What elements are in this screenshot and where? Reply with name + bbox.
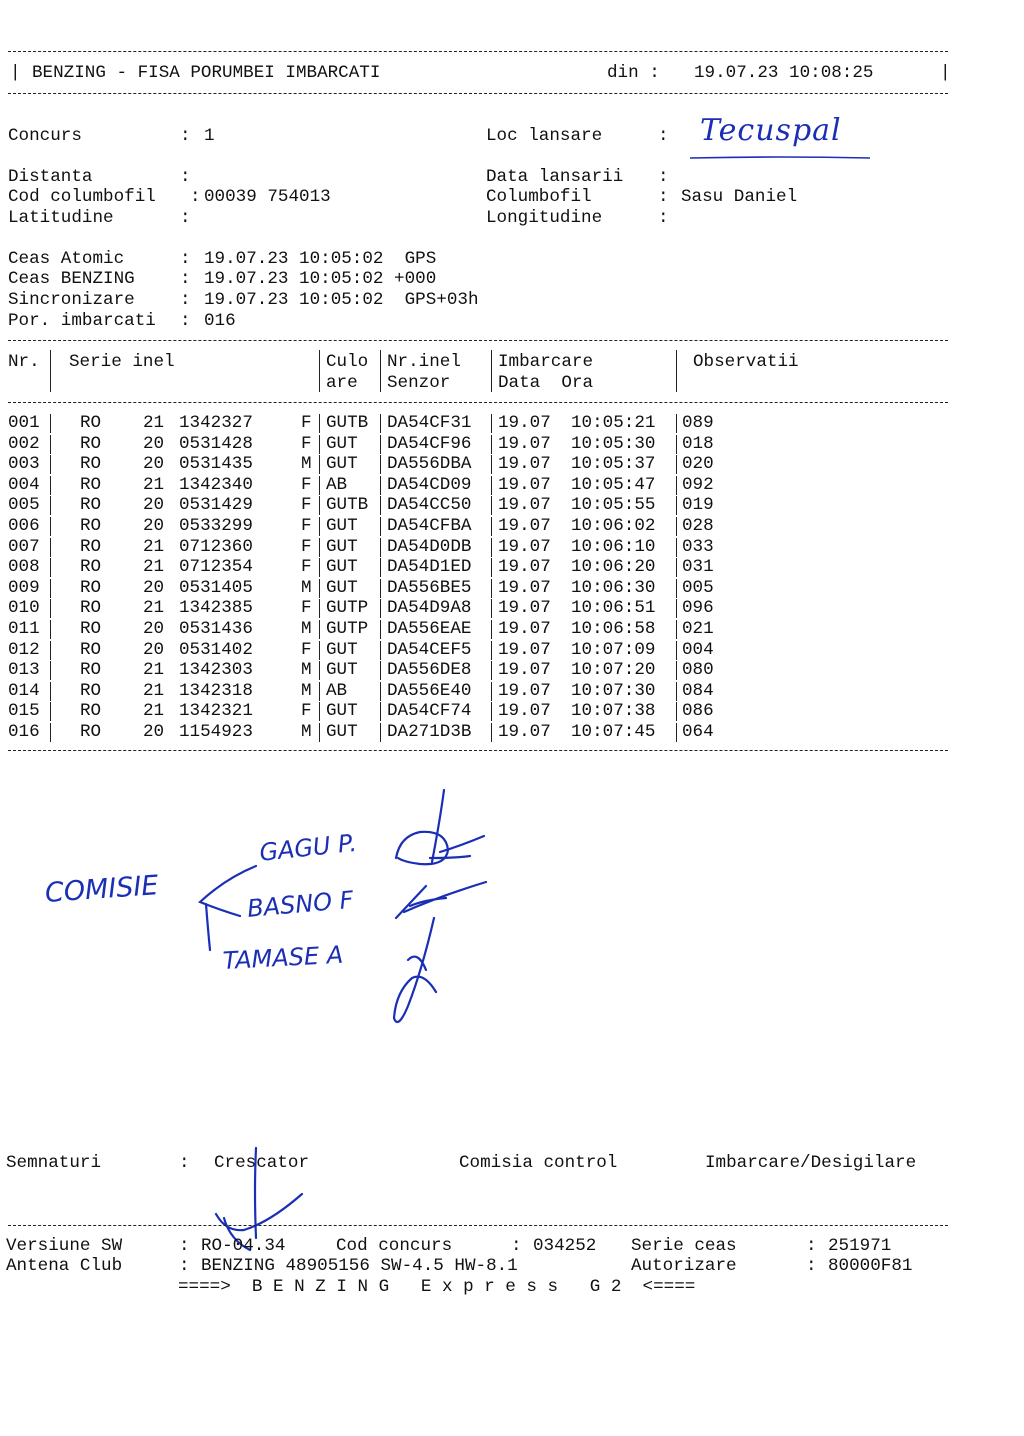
row-sex: F: [301, 495, 312, 516]
row-observations: 018: [682, 433, 714, 454]
row-ring-serial: 0712360: [179, 536, 253, 557]
row-time: 10:06:51: [571, 598, 656, 619]
row-sensor: DA556E40: [387, 680, 472, 701]
row-sex: M: [301, 660, 312, 681]
colon: :: [190, 187, 201, 207]
colon: :: [658, 126, 669, 146]
row-time: 10:05:55: [571, 495, 656, 516]
row-ring-serial: 1342385: [179, 598, 253, 619]
row-time: 10:05:47: [571, 474, 656, 495]
row-ring-serial: 0533299: [179, 516, 253, 536]
header-imbarcare-2: Data Ora: [498, 373, 594, 393]
row-country: RO: [80, 701, 102, 722]
row-date: 19.07: [498, 701, 551, 722]
serie-ceas-value: 251971: [828, 1236, 892, 1256]
latitudine-label: Latitudine: [8, 208, 114, 228]
row-sex: F: [301, 639, 312, 660]
colon: :: [658, 167, 669, 187]
sincronizare-label: Sincronizare: [8, 290, 135, 310]
row-sensor: DA556BE5: [387, 577, 472, 598]
row-time: 10:05:37: [571, 454, 656, 475]
row-nr: 012: [8, 639, 40, 660]
row-nr: 014: [8, 680, 40, 701]
row-country: RO: [80, 536, 102, 557]
ceas-benzing-label: Ceas BENZING: [8, 269, 135, 289]
row-sensor: DA54D1ED: [387, 557, 472, 578]
row-year: 20: [143, 639, 165, 660]
row-date: 19.07: [498, 680, 551, 701]
row-observations: 021: [682, 619, 714, 639]
row-nr: 006: [8, 516, 40, 536]
row-country: RO: [80, 619, 102, 639]
header-culoare-2: are: [326, 373, 358, 393]
colon: :: [180, 290, 191, 310]
row-time: 10:06:58: [571, 619, 656, 639]
autorizare-label: Autorizare: [631, 1256, 737, 1276]
row-time: 10:06:20: [571, 557, 656, 578]
versiune-sw-value: RO-04.34: [201, 1236, 286, 1256]
antena-club-label: Antena Club: [6, 1256, 123, 1276]
por-imbarcati-label: Por. imbarcati: [8, 311, 156, 331]
row-ring-serial: 1154923: [179, 722, 253, 742]
handwritten-comisie: COMISIE: [44, 870, 160, 909]
row-color: GUT: [326, 516, 358, 536]
row-ring-serial: 0531435: [179, 454, 253, 475]
row-year: 21: [143, 474, 165, 495]
columbofil-label: Columbofil: [486, 187, 592, 207]
row-nr: 015: [8, 701, 40, 722]
row-time: 10:07:38: [571, 701, 656, 722]
row-date: 19.07: [498, 722, 551, 742]
row-country: RO: [80, 433, 102, 454]
row-observations: 096: [682, 598, 714, 619]
handwritten-member-1: GAGU P.: [258, 828, 359, 867]
row-ring-serial: 1342327: [179, 413, 253, 433]
row-sex: F: [301, 598, 312, 619]
row-color: GUT: [326, 577, 358, 598]
crescator-label: Crescator: [214, 1153, 310, 1173]
colon: :: [180, 126, 191, 146]
row-observations: 019: [682, 495, 714, 516]
row-observations: 020: [682, 454, 714, 475]
colon: :: [179, 1153, 190, 1173]
row-ring-serial: 1342340: [179, 474, 253, 495]
antena-club-value: BENZING 48905156 SW-4.5 HW-8.1: [201, 1256, 518, 1276]
document-title: BENZING - FISA PORUMBEI IMBARCATI: [32, 63, 381, 83]
row-sensor: DA54CF74: [387, 701, 472, 722]
row-color: GUT: [326, 536, 358, 557]
colon: :: [658, 208, 669, 228]
row-ring-serial: 0531405: [179, 577, 253, 598]
row-sensor: DA54CF96: [387, 433, 472, 454]
row-year: 21: [143, 413, 165, 433]
comisia-control-label: Comisia control: [459, 1153, 618, 1173]
row-country: RO: [80, 516, 102, 536]
sincronizare-value: 19.07.23 10:05:02 GPS+03h: [204, 290, 479, 310]
row-sex: F: [301, 701, 312, 722]
handwritten-member-3: TAMASE A: [222, 940, 344, 975]
row-sex: M: [301, 722, 312, 742]
row-color: AB: [326, 680, 348, 701]
concurs-label: Concurs: [8, 126, 82, 146]
cod-columbofil-value: 00039 754013: [204, 187, 331, 207]
row-sex: F: [301, 536, 312, 557]
row-year: 21: [143, 680, 165, 701]
row-time: 10:06:10: [571, 536, 656, 557]
row-country: RO: [80, 413, 102, 433]
row-date: 19.07: [498, 639, 551, 660]
row-date: 19.07: [498, 433, 551, 454]
row-year: 21: [143, 701, 165, 722]
colon: :: [179, 1256, 190, 1276]
handwritten-member-2: BASNO F: [246, 885, 355, 923]
row-nr: 002: [8, 433, 40, 454]
row-country: RO: [80, 598, 102, 619]
row-time: 10:06:30: [571, 577, 656, 598]
row-date: 19.07: [498, 495, 551, 516]
por-imbarcati-value: 016: [204, 311, 236, 331]
row-date: 19.07: [498, 516, 551, 536]
row-year: 20: [143, 454, 165, 475]
row-year: 21: [143, 557, 165, 578]
row-year: 20: [143, 433, 165, 454]
row-sensor: DA54CFBA: [387, 516, 472, 536]
row-year: 20: [143, 722, 165, 742]
row-country: RO: [80, 639, 102, 660]
row-sensor: DA556DE8: [387, 660, 472, 681]
header-nr-inel-2: Senzor: [387, 373, 451, 393]
row-country: RO: [80, 660, 102, 681]
row-color: GUTB: [326, 495, 369, 516]
row-country: RO: [80, 722, 102, 742]
header-culoare-1: Culo: [326, 352, 369, 372]
row-sex: F: [301, 557, 312, 578]
row-sensor: DA54CC50: [387, 495, 472, 516]
row-ring-serial: 0531436: [179, 619, 253, 639]
row-sensor: DA54D9A8: [387, 598, 472, 619]
row-color: GUT: [326, 722, 358, 742]
row-sex: M: [301, 619, 312, 639]
loc-lansare-label: Loc lansare: [486, 126, 603, 146]
row-sex: F: [301, 516, 312, 536]
colon: :: [658, 187, 669, 207]
row-sensor: DA556EAE: [387, 619, 472, 639]
semnaturi-label: Semnaturi: [6, 1153, 102, 1173]
row-color: GUT: [326, 639, 358, 660]
footer-rule: [8, 1225, 948, 1226]
row-observations: 084: [682, 680, 714, 701]
data-lansarii-label: Data lansarii: [486, 167, 624, 187]
row-year: 20: [143, 619, 165, 639]
row-year: 21: [143, 536, 165, 557]
colon: :: [511, 1236, 522, 1256]
colon: :: [180, 311, 191, 331]
row-date: 19.07: [498, 454, 551, 475]
cod-columbofil-label: Cod columbofil: [8, 187, 156, 207]
header-serie-inel: Serie inel: [69, 352, 175, 372]
row-nr: 003: [8, 454, 40, 475]
row-observations: 092: [682, 474, 714, 495]
row-color: GUT: [326, 454, 358, 475]
row-ring-serial: 0712354: [179, 557, 253, 578]
row-time: 10:07:20: [571, 660, 656, 681]
row-sex: M: [301, 454, 312, 475]
row-country: RO: [80, 577, 102, 598]
row-observations: 080: [682, 660, 714, 681]
row-sensor: DA556DBA: [387, 454, 472, 475]
row-ring-serial: 0531429: [179, 495, 253, 516]
header-observatii: Observatii: [693, 352, 799, 372]
columbofil-value: Sasu Daniel: [681, 187, 798, 207]
row-sex: F: [301, 413, 312, 433]
row-color: GUT: [326, 701, 358, 722]
row-country: RO: [80, 454, 102, 475]
row-nr: 016: [8, 722, 40, 742]
row-sex: F: [301, 433, 312, 454]
longitudine-label: Longitudine: [486, 208, 603, 228]
loc-lansare-handwritten: Tecuspal: [700, 113, 842, 148]
row-date: 19.07: [498, 660, 551, 681]
header-nr: Nr.: [8, 352, 40, 372]
row-year: 20: [143, 495, 165, 516]
colon: :: [180, 167, 191, 187]
autorizare-value: 80000F81: [828, 1256, 913, 1276]
row-color: GUT: [326, 660, 358, 681]
row-date: 19.07: [498, 619, 551, 639]
row-country: RO: [80, 495, 102, 516]
row-date: 19.07: [498, 598, 551, 619]
header-imbarcare-1: Imbarcare: [498, 352, 594, 372]
row-nr: 010: [8, 598, 40, 619]
row-nr: 005: [8, 495, 40, 516]
serie-ceas-label: Serie ceas: [631, 1236, 737, 1256]
imbarcare-desigilare-label: Imbarcare/Desigilare: [705, 1153, 917, 1173]
row-sensor: DA54CEF5: [387, 639, 472, 660]
row-color: GUTB: [326, 413, 369, 433]
row-ring-serial: 0531428: [179, 433, 253, 454]
benzing-express-banner: ====> B E N Z I N G E x p r e s s G 2 <====: [178, 1277, 696, 1297]
row-observations: 033: [682, 536, 714, 557]
row-time: 10:07:09: [571, 639, 656, 660]
row-color: GUT: [326, 557, 358, 578]
row-sex: M: [301, 680, 312, 701]
row-observations: 064: [682, 722, 714, 742]
colon: :: [180, 249, 191, 269]
row-year: 20: [143, 577, 165, 598]
row-sensor: DA54CD09: [387, 474, 472, 495]
cod-concurs-value: 034252: [533, 1236, 597, 1256]
row-country: RO: [80, 680, 102, 701]
row-date: 19.07: [498, 577, 551, 598]
row-country: RO: [80, 474, 102, 495]
date-label: din :: [607, 63, 660, 83]
row-time: 10:05:21: [571, 413, 656, 433]
row-color: GUT: [326, 433, 358, 454]
row-nr: 013: [8, 660, 40, 681]
print-date: 19.07.23 10:08:25: [694, 63, 874, 83]
header-bar-left: |: [10, 63, 21, 83]
versiune-sw-label: Versiune SW: [6, 1236, 123, 1256]
ceas-benzing-value: 19.07.23 10:05:02 +000: [204, 269, 437, 289]
row-nr: 009: [8, 577, 40, 598]
row-year: 20: [143, 516, 165, 536]
colon: :: [179, 1236, 190, 1256]
row-date: 19.07: [498, 557, 551, 578]
row-sensor: DA54D0DB: [387, 536, 472, 557]
row-year: 21: [143, 660, 165, 681]
row-time: 10:07:30: [571, 680, 656, 701]
row-observations: 031: [682, 557, 714, 578]
row-nr: 008: [8, 557, 40, 578]
row-observations: 086: [682, 701, 714, 722]
row-sex: F: [301, 474, 312, 495]
row-nr: 001: [8, 413, 40, 433]
row-country: RO: [80, 557, 102, 578]
row-observations: 089: [682, 413, 714, 433]
row-ring-serial: 1342303: [179, 660, 253, 681]
row-sensor: DA271D3B: [387, 722, 472, 742]
concurs-value: 1: [204, 126, 215, 146]
row-color: GUTP: [326, 598, 369, 619]
row-nr: 004: [8, 474, 40, 495]
row-observations: 004: [682, 639, 714, 660]
row-nr: 007: [8, 536, 40, 557]
distanta-label: Distanta: [8, 167, 93, 187]
colon: :: [806, 1236, 817, 1256]
row-color: GUTP: [326, 619, 369, 639]
colon: :: [180, 269, 191, 289]
row-date: 19.07: [498, 536, 551, 557]
ceas-atomic-label: Ceas Atomic: [8, 249, 125, 269]
row-sex: M: [301, 577, 312, 598]
row-date: 19.07: [498, 474, 551, 495]
header-bar-right: |: [940, 63, 951, 83]
ceas-atomic-value: 19.07.23 10:05:02 GPS: [204, 249, 437, 269]
colon: :: [180, 208, 191, 228]
row-date: 19.07: [498, 413, 551, 433]
header-nr-inel-1: Nr.inel: [387, 352, 461, 372]
row-time: 10:07:45: [571, 722, 656, 742]
row-ring-serial: 1342321: [179, 701, 253, 722]
row-color: AB: [326, 474, 348, 495]
row-observations: 028: [682, 516, 714, 536]
row-year: 21: [143, 598, 165, 619]
row-nr: 011: [8, 619, 40, 639]
cod-concurs-label: Cod concurs: [336, 1236, 453, 1256]
row-time: 10:06:02: [571, 516, 656, 536]
row-observations: 005: [682, 577, 714, 598]
row-time: 10:05:30: [571, 433, 656, 454]
colon: :: [806, 1256, 817, 1276]
row-sensor: DA54CF31: [387, 413, 472, 433]
row-ring-serial: 1342318: [179, 680, 253, 701]
row-ring-serial: 0531402: [179, 639, 253, 660]
